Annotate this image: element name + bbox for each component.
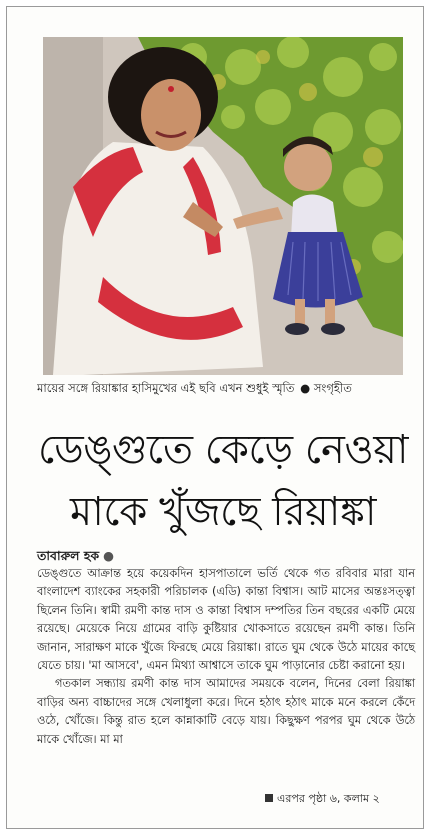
caption-credit: ● সংগৃহীত <box>300 381 352 395</box>
child-top <box>291 195 338 238</box>
child-face <box>284 143 332 191</box>
photo-caption <box>37 379 417 397</box>
newspaper-clipping <box>6 6 424 829</box>
body-paragraph-1: ডেঙ্গুতে আক্রান্ত হয়ে কয়েকদিন হাসপাতালে ভর্তি থেকে গত রবিবার মারা যান বাংলাদেশ ব্যাংকের সহকারী পরিচালক (এডি) কান্তা বিশ্বাস। আট মাসের অন্তঃসত্ত্বা ছিলেন তিনি। স্বামী রমণী কান্ত দাস ও কান্তা বিশ্বাস দম্পতির তিন বছরের একটি মেয়ে রয়েছে। মেয়েকে নিয়ে গ্রামের বাড়ি কুষ্টিয়ার খোকসাতে রয়েছেন রমণী কান্ত। তিনি জানান, সারাক্ষণ মাকে খুঁজে ফিরছে মেয়ে রিয়াঙ্কা। রাতে ঘুম থেকে উঠে মায়ের কাছে যেতে চায়। 'মা আসবে', এমন মিথ্যা আশ্বাসে তাকে ঘুম পাড়ানোর চেষ্টা করানো হয়। <box>37 567 415 673</box>
body-paragraph-2: গতকাল সন্ধ্যায় রমণী কান্ত দাস আমাদের সময়কে বলেন, দিনের বেলা রিয়াঙ্কা বাড়ির অন্য বাচ্চাদের সঙ্গে খেলাধুলা করে। দিনে হঠাৎ হঠাৎ মাকে মনে করলে কেঁদে ওঠে, খোঁজে। কিন্তু রাত হলে কান্নাকাটি বেড়ে যায়। কিছুক্ষণ পরপর ঘুম থেকে উঠে মাকে খোঁজে। মা মা <box>37 677 415 746</box>
headline-line-1: ডেঙ্গুতে কেড়ে নেওয়া <box>37 427 409 473</box>
article-body <box>37 565 415 749</box>
photo-illustration <box>43 37 403 375</box>
continued-on-page-note <box>265 790 380 809</box>
square-bullet-icon <box>265 794 273 802</box>
byline-name: তাবারুল হক <box>37 548 100 563</box>
caption-text: মায়ের সঙ্গে রিয়াঙ্কার হাসিমুখের এই ছবি এখন শুধুই স্মৃতি <box>37 381 295 395</box>
jump-text: এরপর পৃষ্ঠা ৬, কলাম ২ <box>277 792 380 805</box>
headline-line-2: মাকে খুঁজছে রিয়াঙ্কা <box>70 489 376 535</box>
photo-mother-and-daughter <box>43 37 403 375</box>
byline-mark: ● <box>103 548 115 563</box>
